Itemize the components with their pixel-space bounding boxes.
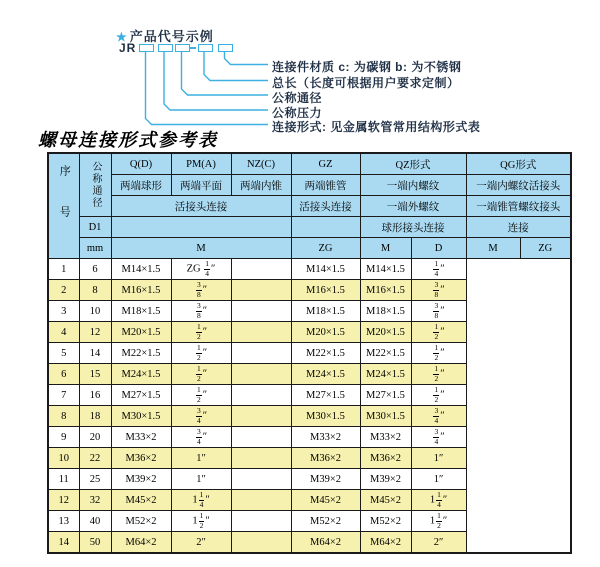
cell-qg-zg: $\frac{1}{2}$ ″	[411, 343, 466, 364]
cell-m: M18×1.5	[111, 301, 171, 322]
cell-qz-d: M45×2	[291, 490, 360, 511]
cell-dn-mm: 14	[79, 343, 111, 364]
cell-qz-m	[231, 364, 291, 385]
cell-seq: 9	[48, 427, 79, 448]
cell-m: M52×2	[111, 511, 171, 532]
cell-dn-mm: 18	[79, 406, 111, 427]
cell-qg-m: M27×1.5	[360, 385, 411, 406]
diagram-label-pressure: 公称压力	[272, 106, 323, 120]
cell-qz-m	[231, 406, 291, 427]
cell-qg-m: M33×2	[360, 427, 411, 448]
cell-seq: 11	[48, 469, 79, 490]
header-end2-qz: 一端外螺纹	[360, 196, 466, 217]
cell-gz: 1 $\frac{1}{2}$ ″	[171, 511, 231, 532]
cell-qz-m	[231, 532, 291, 554]
cell-dn-mm: 15	[79, 364, 111, 385]
cell-seq: 13	[48, 511, 79, 532]
cell-seq: 3	[48, 301, 79, 322]
cell-qz-d: M33×2	[291, 427, 360, 448]
header-unit-m: M	[111, 238, 291, 259]
cell-qz-m	[231, 280, 291, 301]
table-row	[48, 427, 571, 448]
cell-dn-mm: 12	[79, 322, 111, 343]
cell-m: M45×2	[111, 490, 171, 511]
cell-gz: $\frac{1}{2}$ ″	[171, 385, 231, 406]
cell-qz-d: M36×2	[291, 448, 360, 469]
cell-m: M64×2	[111, 532, 171, 554]
cell-qg-m: M52×2	[360, 511, 411, 532]
header-end2-qg: 一端锥管螺纹接头	[466, 196, 571, 217]
cell-dn-mm: 40	[79, 511, 111, 532]
cell-qg-zg: $\frac{1}{2}$ ″	[411, 364, 466, 385]
cell-qg-m: M36×2	[360, 448, 411, 469]
header-unit-qg-m: M	[466, 238, 520, 259]
header-empty-gz	[291, 217, 360, 238]
table-row	[48, 385, 571, 406]
cell-m: M27×1.5	[111, 385, 171, 406]
header-d1: D1	[79, 217, 111, 238]
cell-gz: 1″	[171, 469, 231, 490]
header-conn-gz: 活接头连接	[291, 196, 360, 217]
cell-dn-mm: 22	[79, 448, 111, 469]
header-ends-gz: 两端锥管	[291, 175, 360, 196]
cell-gz: $\frac{3}{4}$ ″	[171, 406, 231, 427]
cell-qg-m: M22×1.5	[360, 343, 411, 364]
cell-gz: $\frac{3}{8}$ ″	[171, 301, 231, 322]
cell-m: M30×1.5	[111, 406, 171, 427]
header-code-qz: QZ形式	[360, 153, 466, 175]
cell-dn-mm: 6	[79, 259, 111, 280]
cell-qg-zg: $\frac{1}{2}$ ″	[411, 385, 466, 406]
header-ends-qg: 一端内螺纹活接头	[466, 175, 571, 196]
cell-qg-zg: $\frac{3}{8}$ ″	[411, 301, 466, 322]
cell-qg-m: M45×2	[360, 490, 411, 511]
cell-m: M24×1.5	[111, 364, 171, 385]
cell-gz: 1″	[171, 448, 231, 469]
cell-qz-d: M24×1.5	[291, 364, 360, 385]
cell-qz-d: M27×1.5	[291, 385, 360, 406]
cell-qz-d: M64×2	[291, 532, 360, 554]
cell-qg-zg: $\frac{3}{4}$ ″	[411, 427, 466, 448]
header-code-gz: GZ	[291, 153, 360, 175]
cell-dn-mm: 32	[79, 490, 111, 511]
cell-qz-m	[231, 343, 291, 364]
header-unit-mm: mm	[79, 238, 111, 259]
cell-qg-zg: $\frac{1}{2}$ ″	[411, 322, 466, 343]
table-row	[48, 406, 571, 427]
connector-line-material	[225, 52, 269, 65]
cell-qz-m	[231, 301, 291, 322]
table-title: 螺母连接形式参考表	[38, 130, 218, 150]
header-code-pm: PM(A)	[171, 153, 231, 175]
header-code-qg: QG形式	[466, 153, 571, 175]
cell-qz-m	[231, 322, 291, 343]
cell-seq: 5	[48, 343, 79, 364]
cell-qg-m: M39×2	[360, 469, 411, 490]
header-unit-qg-zg: ZG	[520, 238, 571, 259]
cell-qg-zg: $\frac{1}{4}$ ″	[411, 259, 466, 280]
cell-m: M33×2	[111, 427, 171, 448]
diagram-label-diameter: 公称通径	[272, 91, 323, 105]
table-row	[48, 301, 571, 322]
header-conn-qg: 连接	[466, 217, 571, 238]
header-code-nz: NZ(C)	[231, 153, 291, 175]
cell-qg-m: M16×1.5	[360, 280, 411, 301]
cell-qg-m: M18×1.5	[360, 301, 411, 322]
table-row	[48, 343, 571, 364]
cell-seq: 4	[48, 322, 79, 343]
cell-qz-m	[231, 385, 291, 406]
cell-seq: 10	[48, 448, 79, 469]
diagram-title-text: 产品代号示例	[129, 29, 214, 44]
star-icon: ★	[116, 30, 128, 44]
cell-gz: $\frac{3}{4}$ ″	[171, 427, 231, 448]
header-seq: 序号	[48, 153, 79, 259]
cell-qz-d: M16×1.5	[291, 280, 360, 301]
cell-qz-m	[231, 490, 291, 511]
cell-gz: 1 $\frac{1}{4}$ ″	[171, 490, 231, 511]
table-row	[48, 532, 571, 554]
cell-qz-d: M39×2	[291, 469, 360, 490]
cell-seq: 7	[48, 385, 79, 406]
cell-qg-zg: 1″	[411, 448, 466, 469]
cell-gz: $\frac{1}{2}$ ″	[171, 343, 231, 364]
diagram-label-connection: 连接形式: 见金属软管常用结构形式表	[272, 120, 481, 134]
cell-gz: $\frac{3}{8}$ ″	[171, 280, 231, 301]
cell-m: M36×2	[111, 448, 171, 469]
connector-line-length	[204, 52, 268, 81]
table-row	[48, 280, 571, 301]
cell-qg-m: M14×1.5	[360, 259, 411, 280]
cell-qz-m	[231, 511, 291, 532]
table-row	[48, 511, 571, 532]
cell-gz: $\frac{1}{2}$ ″	[171, 322, 231, 343]
header-unit-gz: ZG	[291, 238, 360, 259]
cell-dn-mm: 20	[79, 427, 111, 448]
diagram-label-material: 连接件材质 c: 为碳钢 b: 为不锈钢	[272, 60, 462, 74]
cell-qz-d: M52×2	[291, 511, 360, 532]
cell-dn-mm: 8	[79, 280, 111, 301]
cell-qz-m	[231, 259, 291, 280]
diagram-label-length: 总长（长度可根据用户要求定制）	[272, 76, 460, 90]
cell-m: M14×1.5	[111, 259, 171, 280]
cell-qz-d: M14×1.5	[291, 259, 360, 280]
table-row	[48, 259, 571, 280]
cell-qg-zg: 1 $\frac{1}{4}$ ″	[411, 490, 466, 511]
cell-qg-zg: $\frac{3}{4}$ ″	[411, 406, 466, 427]
header-unit-qz-d: D	[411, 238, 466, 259]
cell-seq: 12	[48, 490, 79, 511]
header-ends-nz: 两端内锥	[231, 175, 291, 196]
cell-seq: 6	[48, 364, 79, 385]
cell-qz-m	[231, 448, 291, 469]
product-code-prefix: JR	[119, 41, 137, 55]
cell-gz: $\frac{1}{2}$ ″	[171, 364, 231, 385]
cell-seq: 8	[48, 406, 79, 427]
cell-seq: 14	[48, 532, 79, 554]
cell-dn-mm: 50	[79, 532, 111, 554]
cell-m: M16×1.5	[111, 280, 171, 301]
cell-qg-m: M20×1.5	[360, 322, 411, 343]
header-dn: 公称通径	[79, 153, 111, 217]
cell-qz-d: M22×1.5	[291, 343, 360, 364]
header-ends-pm: 两端平面	[171, 175, 231, 196]
cell-m: M22×1.5	[111, 343, 171, 364]
cell-seq: 1	[48, 259, 79, 280]
header-ends-qz: 一端内螺纹	[360, 175, 466, 196]
header-conn-qz: 球形接头连接	[360, 217, 466, 238]
cell-qg-m: M24×1.5	[360, 364, 411, 385]
cell-qg-zg: 1″	[411, 469, 466, 490]
table-row	[48, 469, 571, 490]
cell-qz-m	[231, 427, 291, 448]
cell-qg-m: M64×2	[360, 532, 411, 554]
reference-table	[47, 152, 572, 554]
header-unit-qz-m: M	[360, 238, 411, 259]
cell-qg-zg: 1 $\frac{1}{2}$ ″	[411, 511, 466, 532]
cell-qz-d: M30×1.5	[291, 406, 360, 427]
table-body	[48, 259, 571, 554]
cell-seq: 2	[48, 280, 79, 301]
cell-qg-zg: $\frac{3}{8}$ ″	[411, 280, 466, 301]
cell-qg-zg: 2″	[411, 532, 466, 554]
cell-m: M39×2	[111, 469, 171, 490]
cell-qz-d: M20×1.5	[291, 322, 360, 343]
cell-dn-mm: 10	[79, 301, 111, 322]
cell-gz: ZG $\frac{1}{4}$ ″	[171, 259, 231, 280]
cell-dn-mm: 25	[79, 469, 111, 490]
cell-qg-m: M30×1.5	[360, 406, 411, 427]
cell-dn-mm: 16	[79, 385, 111, 406]
cell-gz: 2″	[171, 532, 231, 554]
header-code-q: Q(D)	[111, 153, 171, 175]
cell-qz-m	[231, 469, 291, 490]
table-row	[48, 322, 571, 343]
header-conn-qpn: 活接头连接	[111, 196, 291, 217]
table-row	[48, 490, 571, 511]
table-row	[48, 448, 571, 469]
cell-m: M20×1.5	[111, 322, 171, 343]
header-empty-qpn	[111, 217, 291, 238]
table-row	[48, 364, 571, 385]
header-ends-q: 两端球形	[111, 175, 171, 196]
cell-qz-d: M18×1.5	[291, 301, 360, 322]
